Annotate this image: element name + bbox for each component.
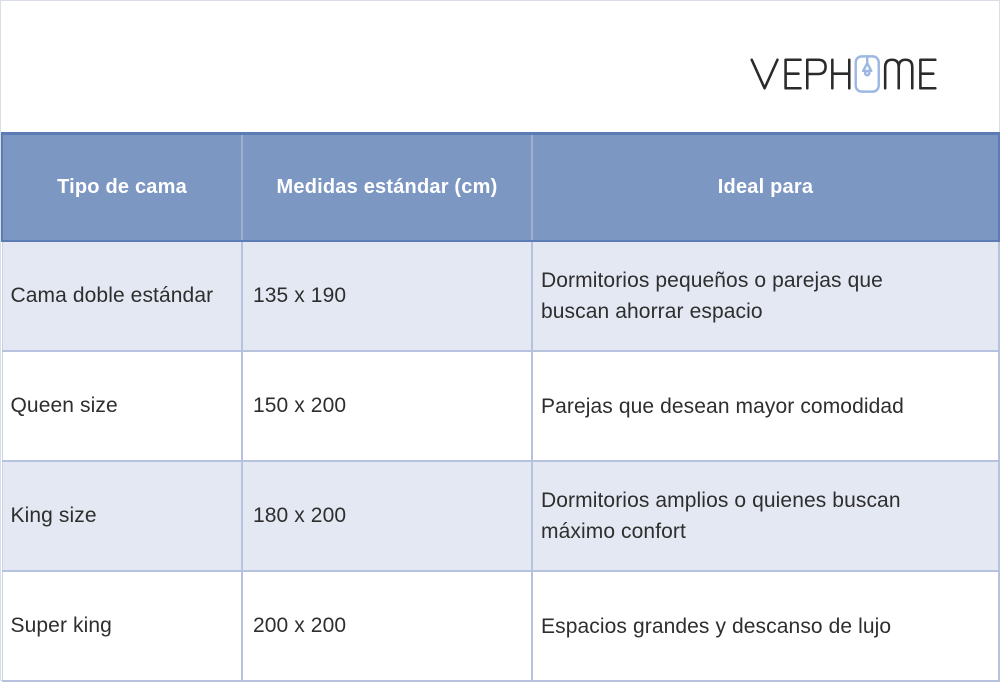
cell-ideal-text: Parejas que desean mayor comodidad — [541, 394, 904, 418]
logo-letter-v — [752, 60, 778, 88]
logo-letter-e2 — [920, 60, 935, 88]
bed-sizes-table — [1, 132, 1000, 682]
pendant-bulb-icon — [865, 71, 869, 75]
cell-ideal — [532, 241, 999, 351]
table-row-queen-size — [2, 351, 999, 461]
vephome-logo — [730, 53, 955, 95]
cell-ideal — [532, 461, 999, 571]
cell-ideal-text: Dormitorios pequeños o parejas que buscan ahorrar espacio — [541, 269, 883, 323]
cell-ideal-text: Dormitorios amplios o quienes buscan máximo confort — [541, 489, 901, 543]
vephome-logo-graphic — [730, 53, 955, 95]
logo-letter-p — [807, 60, 825, 88]
cell-tipo: King size — [2, 461, 242, 571]
cell-ideal — [532, 351, 999, 461]
cell-medidas: 135 x 190 — [242, 241, 532, 351]
cell-medidas: 150 x 200 — [242, 351, 532, 461]
page-header — [1, 1, 999, 132]
pendant-lamp-icon — [863, 56, 871, 71]
table-row-super-king — [2, 571, 999, 681]
cell-tipo: Super king — [2, 571, 242, 681]
cell-tipo: Queen size — [2, 351, 242, 461]
table-row-cama-doble — [2, 241, 999, 351]
logo-letter-h — [832, 60, 849, 88]
table-row-king-size — [2, 461, 999, 571]
logo-letter-e — [786, 60, 801, 88]
column-header-ideal-para: Ideal para — [532, 134, 999, 242]
cell-ideal-text: Espacios grandes y descanso de lujo — [541, 614, 892, 638]
column-header-medidas: Medidas estándar (cm) — [242, 134, 532, 242]
cell-tipo: Cama doble estándar — [2, 241, 242, 351]
cell-medidas: 200 x 200 — [242, 571, 532, 681]
logo-letter-m — [885, 60, 912, 88]
table-header-row — [2, 134, 999, 242]
cell-medidas: 180 x 200 — [242, 461, 532, 571]
cell-ideal — [532, 571, 999, 681]
column-header-tipo-de-cama: Tipo de cama — [2, 134, 242, 242]
